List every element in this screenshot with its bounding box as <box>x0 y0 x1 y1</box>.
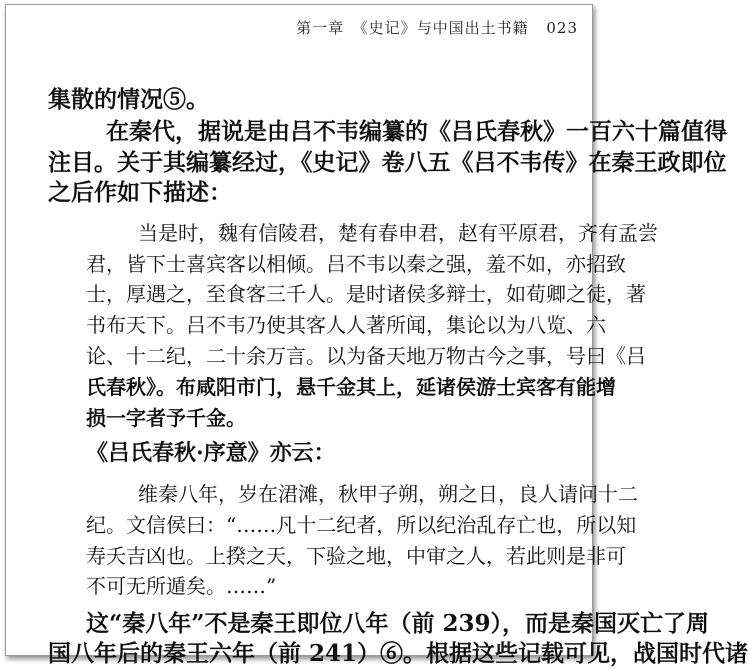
quote-line: 寿夭吉凶也。上揆之天，下验之地，中审之人，若此则是非可 <box>86 544 626 568</box>
running-title: 第一章 《史记》与中国出土书籍 <box>296 19 529 37</box>
quote-line: 纪。文信侯曰：“……凡十二纪者，所以纪治乱存亡也，所以知 <box>86 513 637 537</box>
quote-line: 维秦八年，岁在涒滩，秋甲子朔，朔之日，良人请问十二 <box>138 482 638 506</box>
text-line: 国八年后的秦王六年（前 241）⑥。根据这些记载可见，战国时代诸 <box>48 640 748 667</box>
text-line: 在秦代，据说是由吕不韦编纂的《吕氏春秋》一百六十篇值得 <box>106 118 727 145</box>
text-line: 《吕氏春秋·序意》亦云： <box>86 440 336 466</box>
quote-line: 书布天下。吕不韦乃使其客人人著所闻，集论以为八览、六 <box>86 313 606 337</box>
text-line: 注目。关于其编纂经过，《史记》卷八五《吕不韦传》在秦王政即位 <box>48 149 727 176</box>
quote-line: 君，皆下士喜宾客以相倾。吕不韦以秦之强，羞不如，亦招致 <box>86 252 626 276</box>
book-page <box>5 4 748 667</box>
page-number: 023 <box>546 19 578 37</box>
text-line: 这“秦八年”不是秦王即位八年（前 239），而是秦国灭亡了周 <box>86 610 709 637</box>
quote-line: 论、十二纪，二十余万言。以为备天地万物古今之事，号曰《吕 <box>86 344 646 368</box>
text-line: 集散的情况⑤。 <box>48 86 209 113</box>
text-line: 之后作如下描述： <box>48 179 232 206</box>
quote-line: 士，厚遇之，至食客三千人。是时诸侯多辩士，如荀卿之徒，著 <box>86 282 646 306</box>
quote-line: 氏春秋》。布咸阳市门，悬千金其上，延诸侯游士宾客有能增 <box>86 375 616 399</box>
running-header <box>296 17 578 38</box>
quote-line: 不可无所遁矣。……” <box>86 574 277 598</box>
quote-line: 当是时，魏有信陵君，楚有春申君，赵有平原君，齐有孟尝 <box>138 221 658 245</box>
quote-line: 损一字者予千金。 <box>86 406 246 430</box>
